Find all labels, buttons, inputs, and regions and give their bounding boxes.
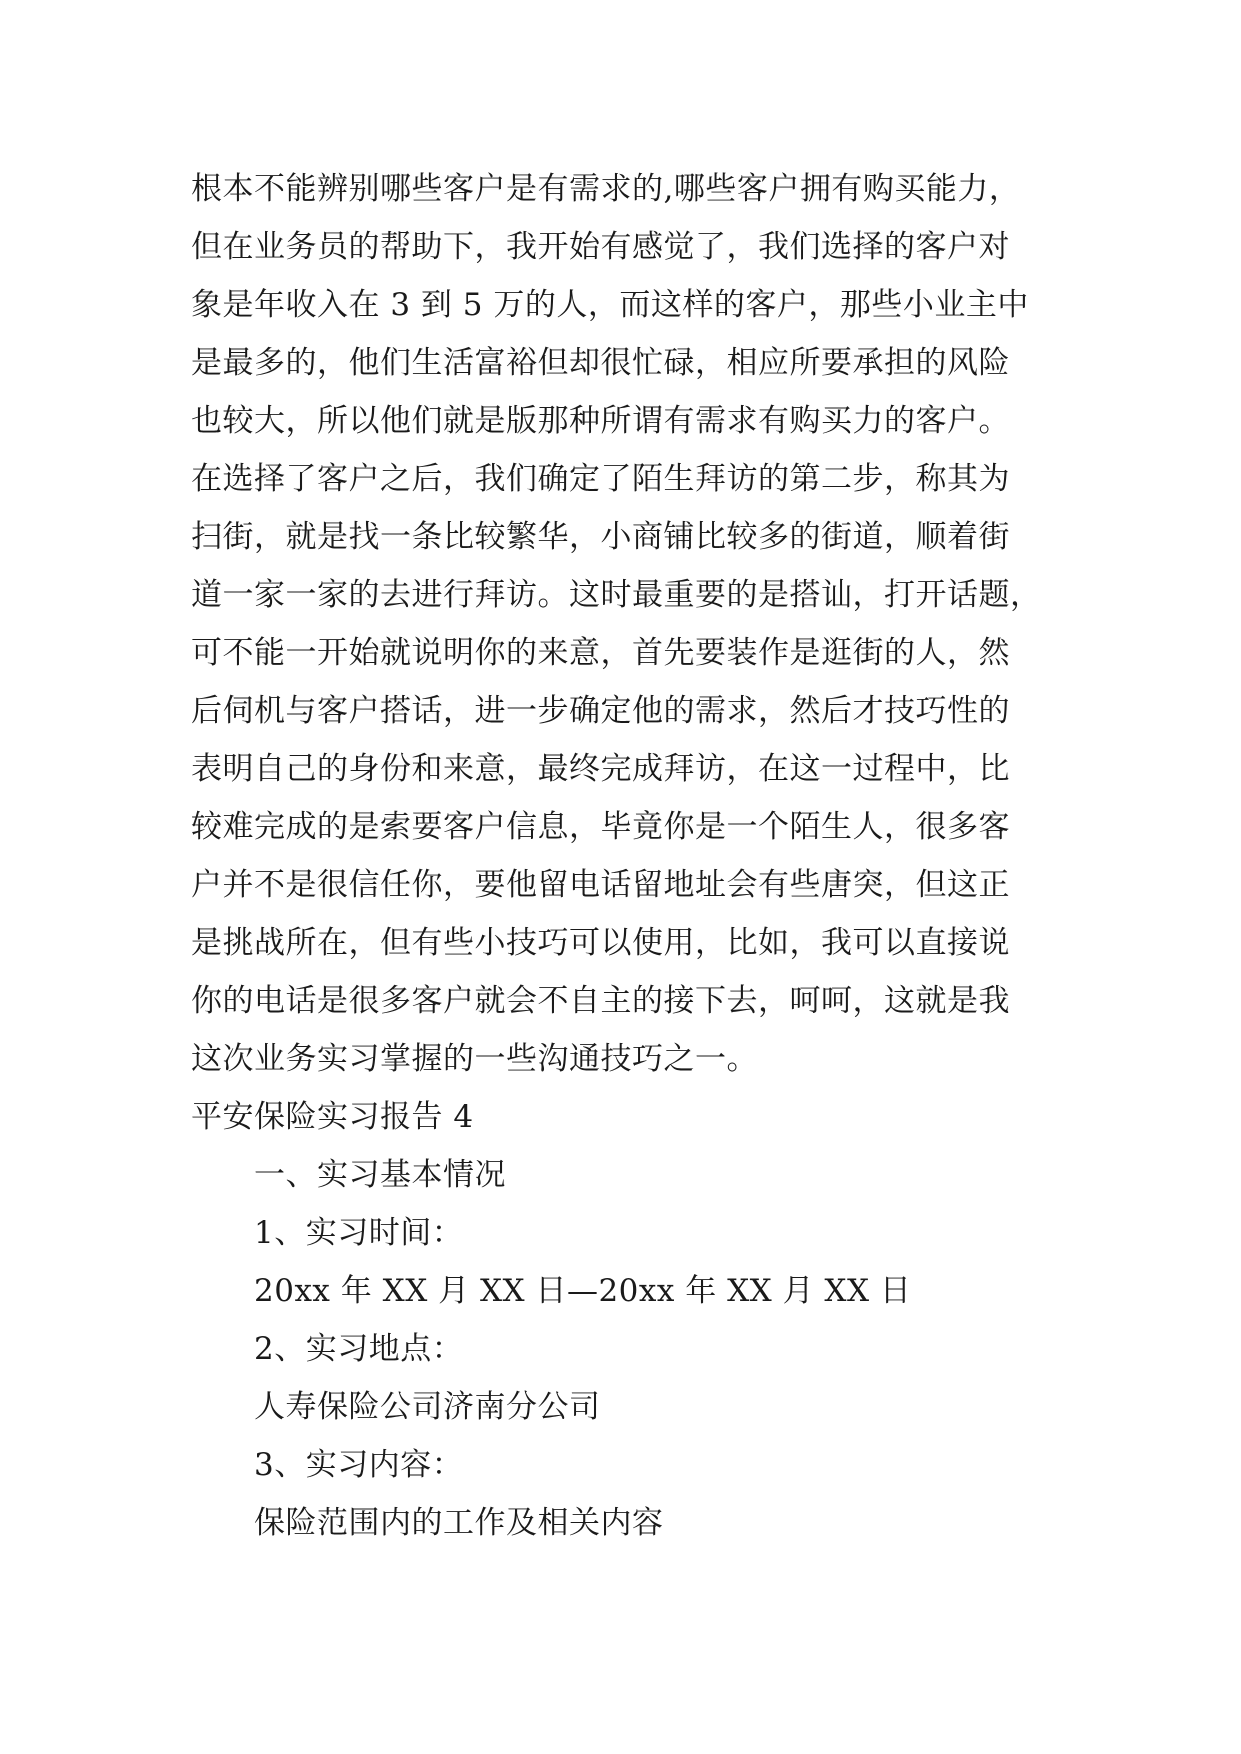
paragraph-line-4: 是最多的，他们生活富裕但却很忙碌，相应所要承担的风险 xyxy=(191,345,1010,381)
content-label: 3、实习内容： xyxy=(254,1447,464,1483)
outline-heading: 一、实习基本情况 xyxy=(254,1157,506,1193)
paragraph-line-2: 但在业务员的帮助下，我开始有感觉了，我们选择的客户对 xyxy=(191,229,1010,265)
paragraph-line-3: 象是年收入在 3 到 5 万的人，而这样的客户，那些小业主中 xyxy=(191,287,1029,323)
document-body xyxy=(191,160,1091,1552)
paragraph-line-16: 这次业务实习掌握的一些沟通技巧之一。 xyxy=(191,1041,758,1077)
paragraph-line-9: 可不能一开始就说明你的来意，首先要装作是逛街的人，然 xyxy=(191,635,1010,671)
paragraph-line-7: 扫街，就是找一条比较繁华，小商铺比较多的街道，顺着街 xyxy=(191,519,1010,555)
place-label: 2、实习地点： xyxy=(254,1331,464,1367)
time-value: 20xx 年 XX 月 XX 日—20xx 年 XX 月 XX 日 xyxy=(254,1273,912,1309)
section-title: 平安保险实习报告 4 xyxy=(191,1099,474,1135)
content-value: 保险范围内的工作及相关内容 xyxy=(254,1505,664,1541)
paragraph-line-14: 是挑战所在，但有些小技巧可以使用，比如，我可以直接说 xyxy=(191,925,1010,961)
paragraph-line-11: 表明自己的身份和来意，最终完成拜访，在这一过程中，比 xyxy=(191,751,1010,787)
paragraph-line-12: 较难完成的是索要客户信息，毕竟你是一个陌生人，很多客 xyxy=(191,809,1010,845)
paragraph-line-1: 根本不能辨别哪些客户是有需求的,哪些客户拥有购买能力， xyxy=(191,171,1021,207)
paragraph-line-15: 你的电话是很多客户就会不自主的接下去，呵呵，这就是我 xyxy=(191,983,1010,1019)
paragraph-line-13: 户并不是很信任你，要他留电话留地址会有些唐突，但这正 xyxy=(191,867,1010,903)
time-label: 1、实习时间： xyxy=(254,1215,464,1251)
place-value: 人寿保险公司济南分公司 xyxy=(254,1389,601,1425)
paragraph-line-8: 道一家一家的去进行拜访。这时最重要的是搭讪，打开话题， xyxy=(191,577,1042,613)
paragraph-line-10: 后伺机与客户搭话，进一步确定他的需求，然后才技巧性的 xyxy=(191,693,1010,729)
paragraph-line-5: 也较大，所以他们就是版那种所谓有需求有购买力的客户。 xyxy=(191,403,1010,439)
paragraph-line-6: 在选择了客户之后，我们确定了陌生拜访的第二步，称其为 xyxy=(191,461,1010,497)
